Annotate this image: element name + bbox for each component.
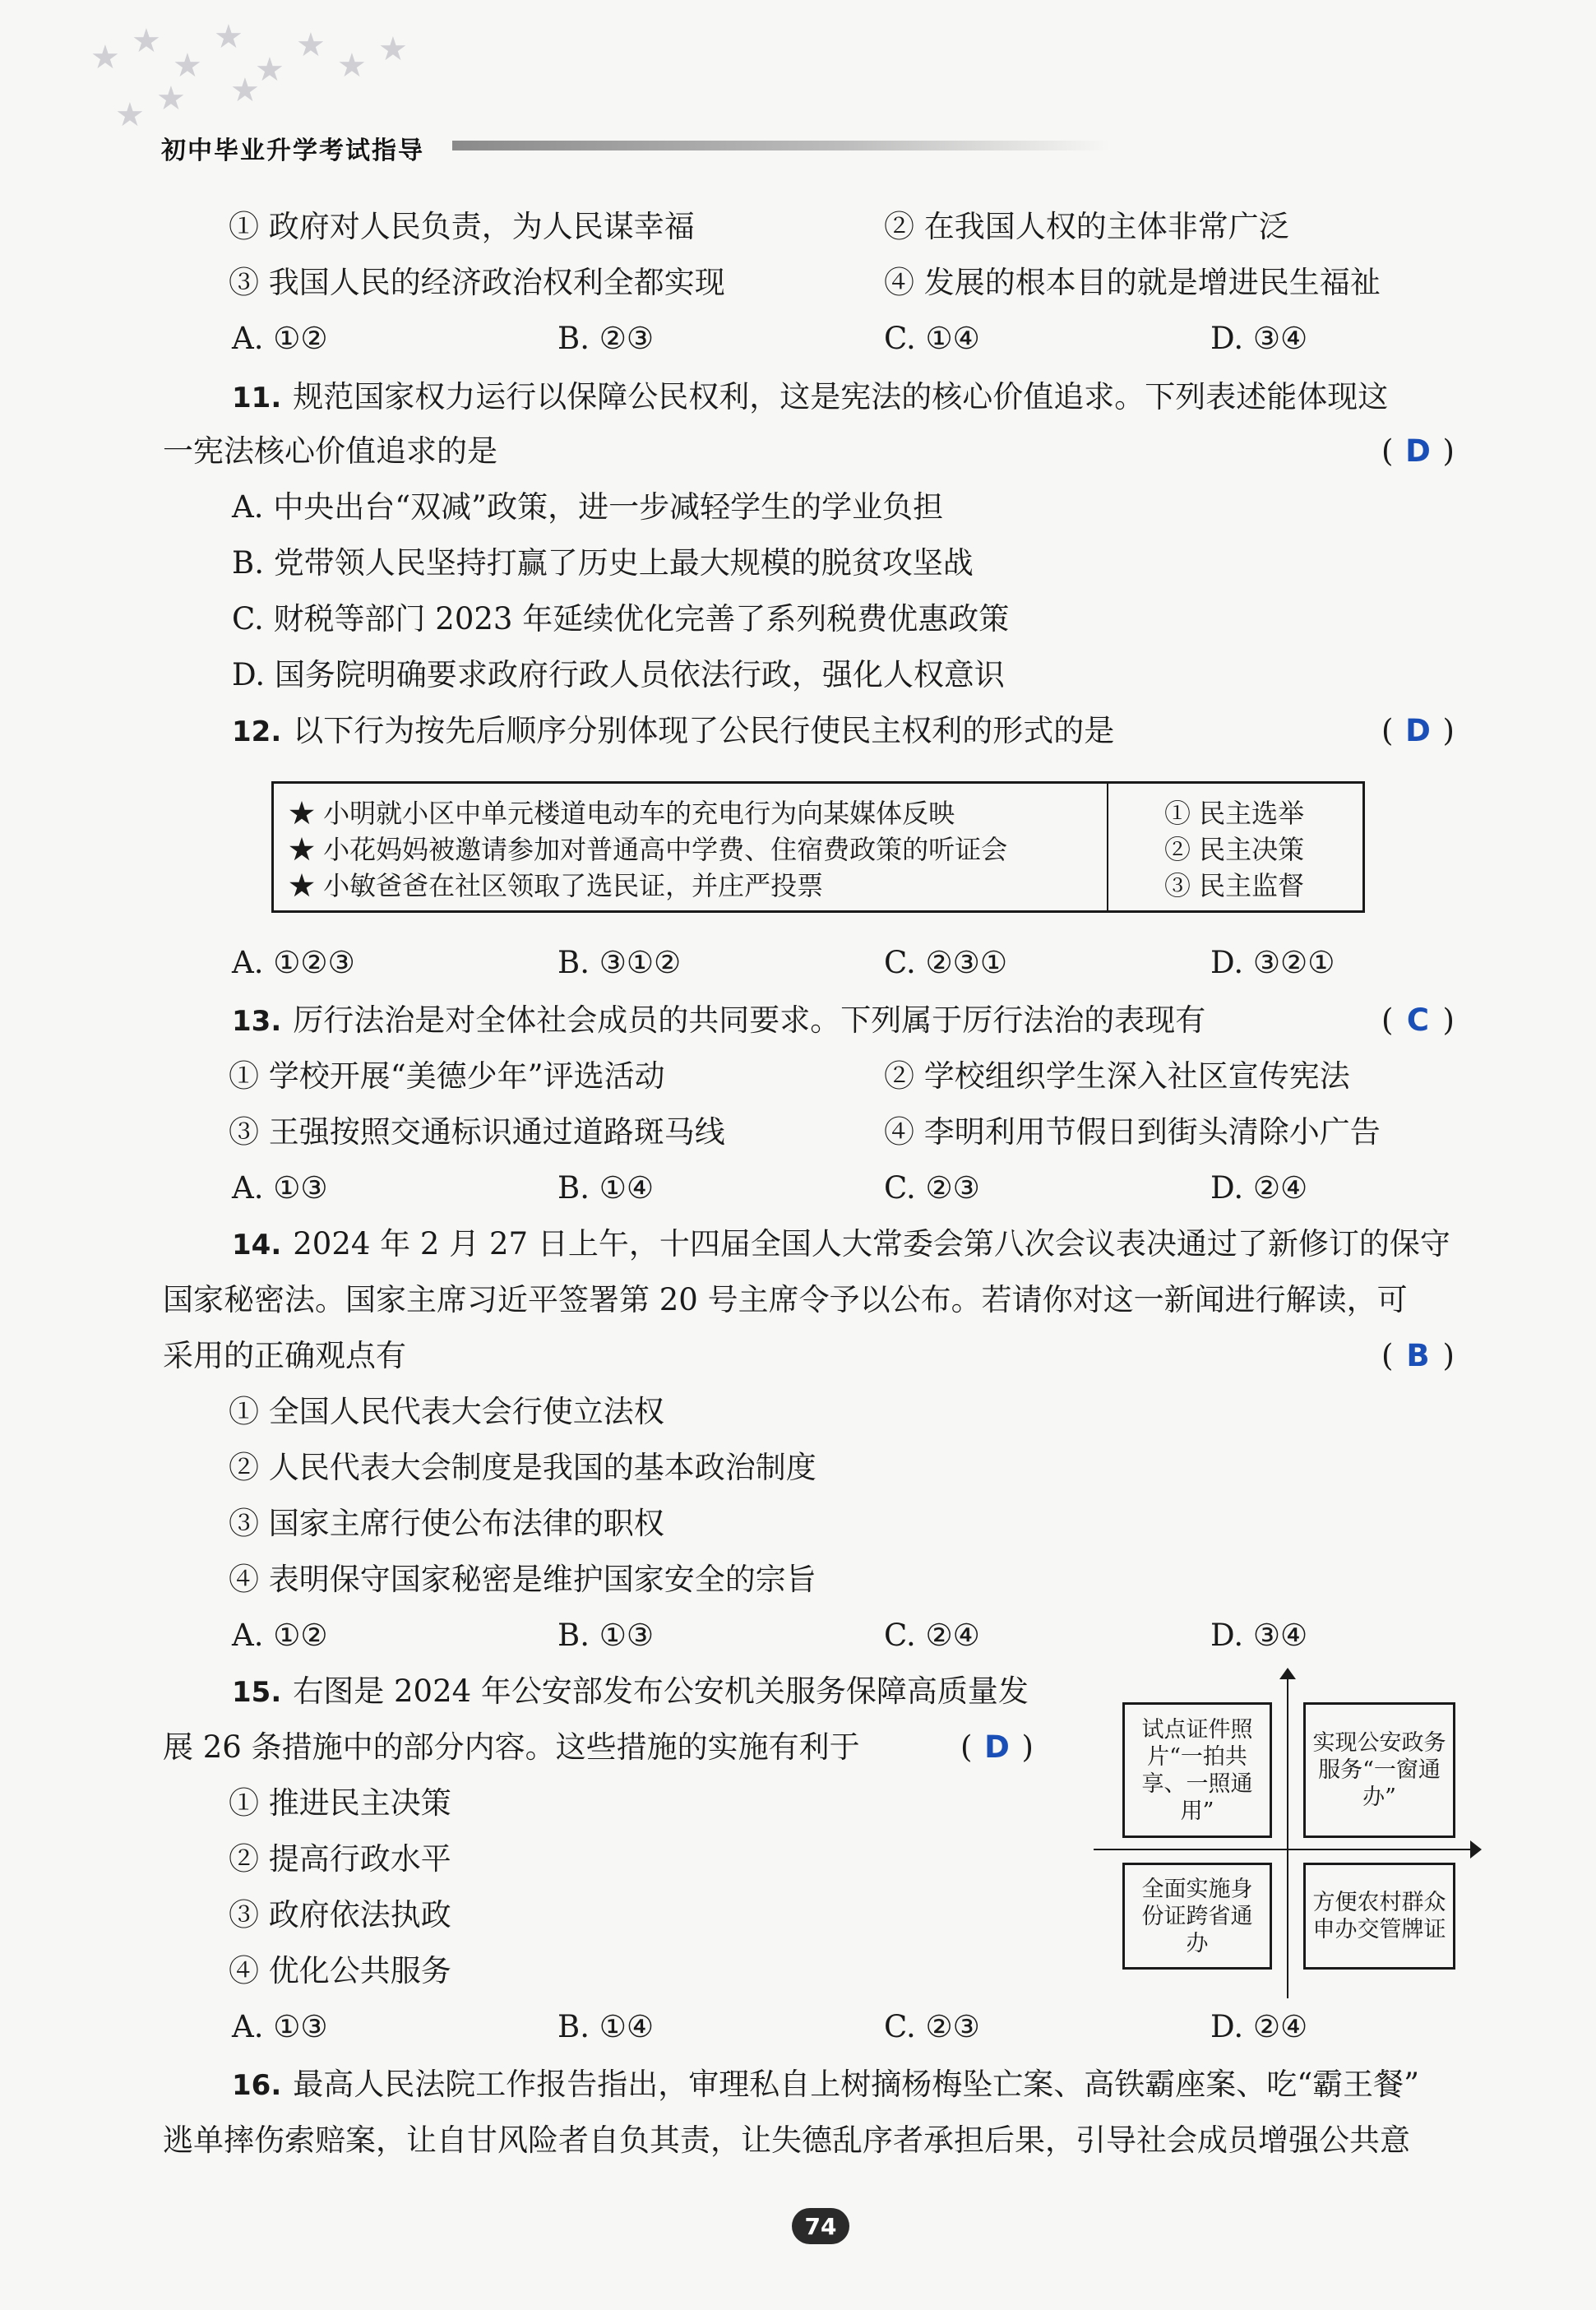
q15-option-a: A. ①③ bbox=[232, 2009, 328, 2044]
q12-behavior-2: ★ 小花妈妈被邀请参加对普通高中学费、住宿费政策的听证会 bbox=[289, 834, 1008, 865]
q15-answer-letter: D bbox=[984, 1729, 1010, 1765]
q12-option-a: A. ①②③ bbox=[232, 945, 355, 980]
q12-option-b: B. ③①② bbox=[557, 945, 682, 980]
page-number-badge: 74 bbox=[792, 2208, 849, 2244]
q13-text: 厉行法治是对全体社会成员的共同要求。下列属于厉行法治的表现有 bbox=[293, 1002, 1206, 1038]
q13-statement-4: ④ 李明利用节假日到街头清除小广告 bbox=[884, 1114, 1381, 1150]
q13-option-c: C. ②③ bbox=[884, 1170, 980, 1206]
q14-answer: ( B ) bbox=[1381, 1338, 1455, 1373]
q16-stem-line1 bbox=[232, 2066, 1419, 2104]
q12-stem bbox=[232, 712, 1114, 751]
q13-statement-3: ③ 王强按照交通标识通过道路斑马线 bbox=[229, 1114, 725, 1150]
q14-text-1: 2024 年 2 月 27 日上午，十四届全国人大常委会第八次会议表决通过了新修订的保守 bbox=[293, 1226, 1450, 1261]
q16-stem-line2: 逃单摔伤索赔案，让自甘风险者自负其责，让失德乱序者承担后果，引导社会成员增强公共意 bbox=[163, 2123, 1410, 2158]
q14-statement-4: ④ 表明保守国家秘密是维护国家安全的宗旨 bbox=[229, 1562, 817, 1597]
header-title: 初中毕业升学考试指导 bbox=[161, 137, 424, 165]
q11-text-1: 规范国家权力运行以保障公民权利，这是宪法的核心价值追求。下列表述能体现这 bbox=[293, 379, 1389, 414]
q15-text-1: 右图是 2024 年公安部发布公安机关服务保障高质量发 bbox=[293, 1673, 1029, 1709]
q14-statement-2: ② 人民代表大会制度是我国的基本政治制度 bbox=[229, 1450, 817, 1485]
q12-option-c: C. ②③① bbox=[884, 945, 1008, 980]
q13-statement-1: ① 学校开展“美德少年”评选活动 bbox=[229, 1058, 665, 1094]
q15-answer: ( D ) bbox=[960, 1729, 1034, 1765]
q12-behavior-1: ★ 小明就小区中单元楼道电动车的充电行为向某媒体反映 bbox=[289, 798, 955, 829]
q15-option-b: B. ①④ bbox=[557, 2009, 655, 2044]
q11-number: 11. bbox=[232, 382, 282, 414]
q13-answer-letter: C bbox=[1406, 1002, 1430, 1038]
q11-option-c: C. 财税等部门 2023 年延续优化完善了系列税费优惠政策 bbox=[232, 601, 1010, 637]
q11-option-a: A. 中央出台“双减”政策，进一步减轻学生的学业负担 bbox=[232, 489, 944, 525]
q11-option-d: D. 国务院明确要求政府行政人员依法行政，强化人权意识 bbox=[232, 657, 1005, 692]
q13-option-b: B. ①④ bbox=[557, 1170, 655, 1206]
q12-number: 12. bbox=[232, 715, 282, 748]
q15-option-d: D. ②④ bbox=[1210, 2009, 1308, 2044]
diagram-box-top-left: 试点证件照片“一拍共享、一照通用” bbox=[1122, 1702, 1272, 1838]
q12-table bbox=[271, 781, 1365, 913]
q12-text: 以下行为按先后顺序分别体现了公民行使民主权利的形式的是 bbox=[293, 713, 1115, 748]
arrow-up-icon bbox=[1279, 1668, 1296, 1679]
q15-statement-4: ④ 优化公共服务 bbox=[229, 1953, 451, 1988]
q10-statement-1: ① 政府对人民负责，为人民谋幸福 bbox=[229, 209, 695, 244]
q12-answer-letter: D bbox=[1405, 713, 1431, 748]
diagram-vertical-axis bbox=[1287, 1678, 1288, 1998]
q12-table-behaviors bbox=[274, 784, 1108, 910]
q10-option-a: A. ①② bbox=[232, 321, 328, 356]
q13-number: 13. bbox=[232, 1005, 282, 1038]
diagram-box-bottom-left: 全面实施身份证跨省通办 bbox=[1122, 1863, 1272, 1970]
q13-statement-2: ② 学校组织学生深入社区宣传宪法 bbox=[884, 1058, 1350, 1094]
q15-statement-1: ① 推进民主决策 bbox=[229, 1785, 451, 1821]
header-rule bbox=[452, 141, 1110, 150]
q14-stem-line1 bbox=[232, 1225, 1450, 1264]
q10-statement-2: ② 在我国人权的主体非常广泛 bbox=[884, 209, 1289, 244]
q10-statement-4: ④ 发展的根本目的就是增进民生福祉 bbox=[884, 265, 1381, 300]
q14-stem-line2: 国家秘密法。国家主席习近平签署第 20 号主席令予以公布。若请你对这一新闻进行解读，可 bbox=[163, 1282, 1408, 1317]
q12-option-d: D. ③②① bbox=[1210, 945, 1335, 980]
q15-diagram bbox=[1094, 1678, 1480, 1998]
q10-option-d: D. ③④ bbox=[1210, 321, 1308, 356]
q15-statement-3: ③ 政府依法执政 bbox=[229, 1897, 451, 1933]
q15-option-c: C. ②③ bbox=[884, 2009, 980, 2044]
q10-statement-3: ③ 我国人民的经济政治权利全都实现 bbox=[229, 265, 725, 300]
q10-option-b: B. ②③ bbox=[557, 321, 655, 356]
q14-option-d: D. ③④ bbox=[1210, 1618, 1308, 1653]
q14-answer-letter: B bbox=[1406, 1338, 1430, 1373]
q10-option-c: C. ①④ bbox=[884, 321, 980, 356]
q13-option-a: A. ①③ bbox=[232, 1170, 328, 1206]
q15-statement-2: ② 提高行政水平 bbox=[229, 1841, 451, 1877]
q14-statement-1: ① 全国人民代表大会行使立法权 bbox=[229, 1394, 664, 1429]
q13-option-d: D. ②④ bbox=[1210, 1170, 1308, 1206]
q11-answer-letter: D bbox=[1405, 433, 1431, 469]
q12-table-forms bbox=[1108, 784, 1362, 910]
q11-stem-line1 bbox=[232, 378, 1388, 417]
q11-option-b: B. 党带领人民坚持打赢了历史上最大规模的脱贫攻坚战 bbox=[232, 545, 974, 581]
q12-form-3: ③ 民主监督 bbox=[1164, 870, 1305, 901]
q14-option-a: A. ①② bbox=[232, 1618, 328, 1653]
q14-option-b: B. ①③ bbox=[557, 1618, 655, 1653]
q11-stem-line2: 一宪法核心价值追求的是 bbox=[163, 433, 497, 469]
q12-form-2: ② 民主决策 bbox=[1164, 834, 1305, 865]
q12-answer: ( D ) bbox=[1381, 713, 1455, 748]
q13-stem bbox=[232, 1002, 1205, 1040]
q15-number: 15. bbox=[232, 1676, 282, 1709]
q16-text-1: 最高人民法院工作报告指出，审理私自上树摘杨梅坠亡案、高铁霸座案、吃“霸王餐” bbox=[293, 2067, 1420, 2102]
diagram-box-top-right: 实现公安政务服务“一窗通办” bbox=[1303, 1702, 1455, 1838]
q16-number: 16. bbox=[232, 2069, 282, 2102]
q14-statement-3: ③ 国家主席行使公布法律的职权 bbox=[229, 1506, 664, 1541]
diagram-box-bottom-right: 方便农村群众申办交管牌证 bbox=[1303, 1863, 1455, 1970]
q12-form-1: ① 民主选举 bbox=[1164, 798, 1305, 829]
q14-number: 14. bbox=[232, 1229, 282, 1261]
q14-option-c: C. ②④ bbox=[884, 1618, 980, 1653]
q14-stem-line3: 采用的正确观点有 bbox=[163, 1338, 406, 1373]
q15-stem-line1 bbox=[232, 1673, 1029, 1711]
q11-answer: ( D ) bbox=[1381, 433, 1455, 469]
q12-behavior-3: ★ 小敏爸爸在社区领取了选民证，并庄严投票 bbox=[289, 870, 824, 901]
arrow-right-icon bbox=[1470, 1840, 1482, 1859]
q13-answer: ( C ) bbox=[1381, 1002, 1455, 1038]
star-decoration: ★ ★ ★ ★ ★ ★ ★ ★ ★ ★ ★ bbox=[90, 18, 408, 134]
q15-stem-line2: 展 26 条措施中的部分内容。这些措施的实施有利于 bbox=[163, 1729, 860, 1765]
